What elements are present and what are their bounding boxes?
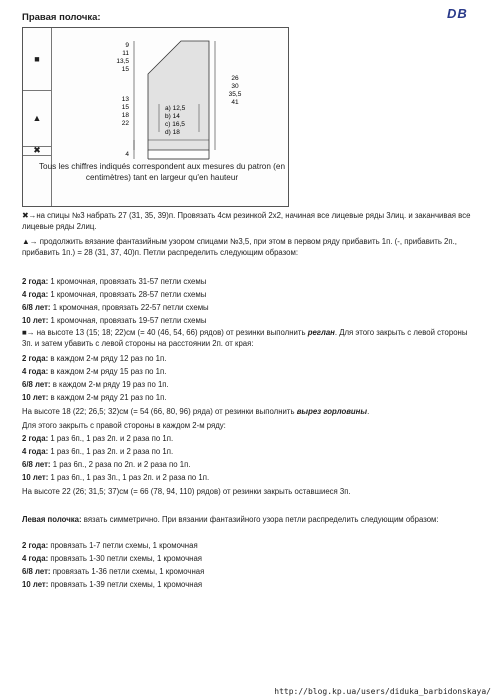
left-line: 6/8 лет: провязать 1-36 петли схемы, 1 кромочная bbox=[22, 567, 205, 576]
dim-left-5: 15 bbox=[121, 104, 129, 111]
para-neck: На высоте 18 (22; 26,5; 32)см (= 54 (66, 80, 96) ряда) от резинки выполнить вырез горловины. bbox=[22, 407, 370, 416]
legend-square-icon: ■ bbox=[23, 28, 51, 91]
dim-left-7: 22 bbox=[121, 120, 129, 127]
dim-right-1: 30 bbox=[231, 83, 239, 90]
triangle-icon: ▲→ bbox=[22, 237, 40, 246]
neck-line: 10 лет: 1 раз 6п., 1 раз 3п., 1 раз 2п. и 2 раза по 1п. bbox=[22, 473, 210, 482]
source-url[interactable]: http://blog.kp.ua/users/diduka_barbidonskaya/ bbox=[274, 687, 491, 696]
dim-left-2: 13,5 bbox=[116, 58, 129, 65]
dim-left-6: 18 bbox=[121, 112, 129, 119]
size-a: a) 12,5 bbox=[165, 105, 186, 112]
raglan-line: 4 года: в каждом 2-м ряду 15 раз по 1п. bbox=[22, 367, 167, 376]
schema-caption: Tous les chiffres indiqués correspondent aux mesures du patron (en centimètres) tant en largeur qu'en hauteur bbox=[38, 162, 286, 182]
para-left-piece: Левая полочка: вязать симметрично. При вязании фантазийного узора петли распределить следующим образом: bbox=[22, 515, 439, 524]
raglan-line: 6/8 лет: в каждом 2-м ряду 19 раз по 1п. bbox=[22, 380, 169, 389]
dim-left-0: 9 bbox=[125, 42, 129, 49]
square-icon: ■→ bbox=[22, 328, 37, 337]
dim-left-1: 11 bbox=[122, 50, 129, 57]
para-neck-2: Для этого закрыть с правой стороны в каждом 2-м ряду: bbox=[22, 421, 226, 430]
raglan-line: 10 лет: в каждом 2-м ряду 21 раз по 1п. bbox=[22, 393, 167, 402]
legend-cross-icon: ✖ bbox=[23, 146, 51, 156]
cross-icon: ✖→ bbox=[22, 211, 37, 220]
size-b: b) 14 bbox=[165, 113, 180, 120]
para-bind-off: На высоте 22 (26; 31,5; 37)см (= 66 (78, 94, 110) рядов) от резинки закрыть оставшиеся 3п. bbox=[22, 487, 351, 496]
logo: DB bbox=[447, 6, 468, 21]
para-raglan: ■→ на высоте 13 (15; 18; 22)см (= 40 (46, 54, 66) рядов) от резинки выполнить реглан. Для этого закрыть с левой стороны 3п. и затем убавить с левой стороны на расстоянии 2п. от края: bbox=[22, 328, 468, 348]
size-line: 4 года: 1 кромочная, провязать 28-57 петли схемы bbox=[22, 290, 207, 299]
raglan-line: 2 года: в каждом 2-м ряду 12 раз по 1п. bbox=[22, 354, 167, 363]
size-line: 10 лет: 1 кромочная, провязать 19-57 петли схемы bbox=[22, 316, 207, 325]
para-pattern: ▲→ продолжить вязание фантазийным узором спицами №3,5, при этом в первом ряду прибавить 1п. (-, прибавить 2п., прибавить 1п.) = 28 (31, 37, 40)п. Петли распределить следующим образом: bbox=[22, 237, 457, 257]
left-line: 2 года: провязать 1-7 петли схемы, 1 кромочная bbox=[22, 541, 198, 550]
legend-triangle-icon: ▲ bbox=[23, 90, 51, 147]
size-line: 6/8 лет: 1 кромочная, провязать 22-57 петли схемы bbox=[22, 303, 209, 312]
neck-line: 6/8 лет: 1 раз 6п., 2 раза по 2п. и 2 раза по 1п. bbox=[22, 460, 191, 469]
dim-bottom: 4 bbox=[125, 151, 129, 158]
neck-line: 4 года: 1 раз 6п., 1 раз 2п. и 2 раза по 1п. bbox=[22, 447, 174, 456]
neck-line: 2 года: 1 раз 6п., 1 раз 2п. и 2 раза по 1п. bbox=[22, 434, 174, 443]
size-line: 2 года: 1 кромочная, провязать 31-57 петли схемы bbox=[22, 277, 207, 286]
dim-left-4: 13 bbox=[121, 96, 129, 103]
size-c: c) 16,5 bbox=[165, 121, 185, 128]
dim-left-3: 15 bbox=[121, 66, 129, 73]
left-line: 4 года: провязать 1-30 петли схемы, 1 кромочная bbox=[22, 554, 203, 563]
dim-right-3: 41 bbox=[231, 99, 239, 106]
dim-right-2: 35,5 bbox=[228, 91, 242, 98]
left-line: 10 лет: провязать 1-39 петли схемы, 1 кромочная bbox=[22, 580, 203, 589]
page-title: Правая полочка: bbox=[22, 12, 101, 23]
dim-right-0: 26 bbox=[231, 75, 239, 82]
size-d: d) 18 bbox=[165, 129, 180, 136]
para-cast-on: ✖→на спицы №3 набрать 27 (31, 35, 39)п. Провязать 4см резинкой 2х2, начиная все лицевые ряды 3лиц. и заканчивая все лицевые ряды 2лиц. bbox=[22, 211, 471, 231]
